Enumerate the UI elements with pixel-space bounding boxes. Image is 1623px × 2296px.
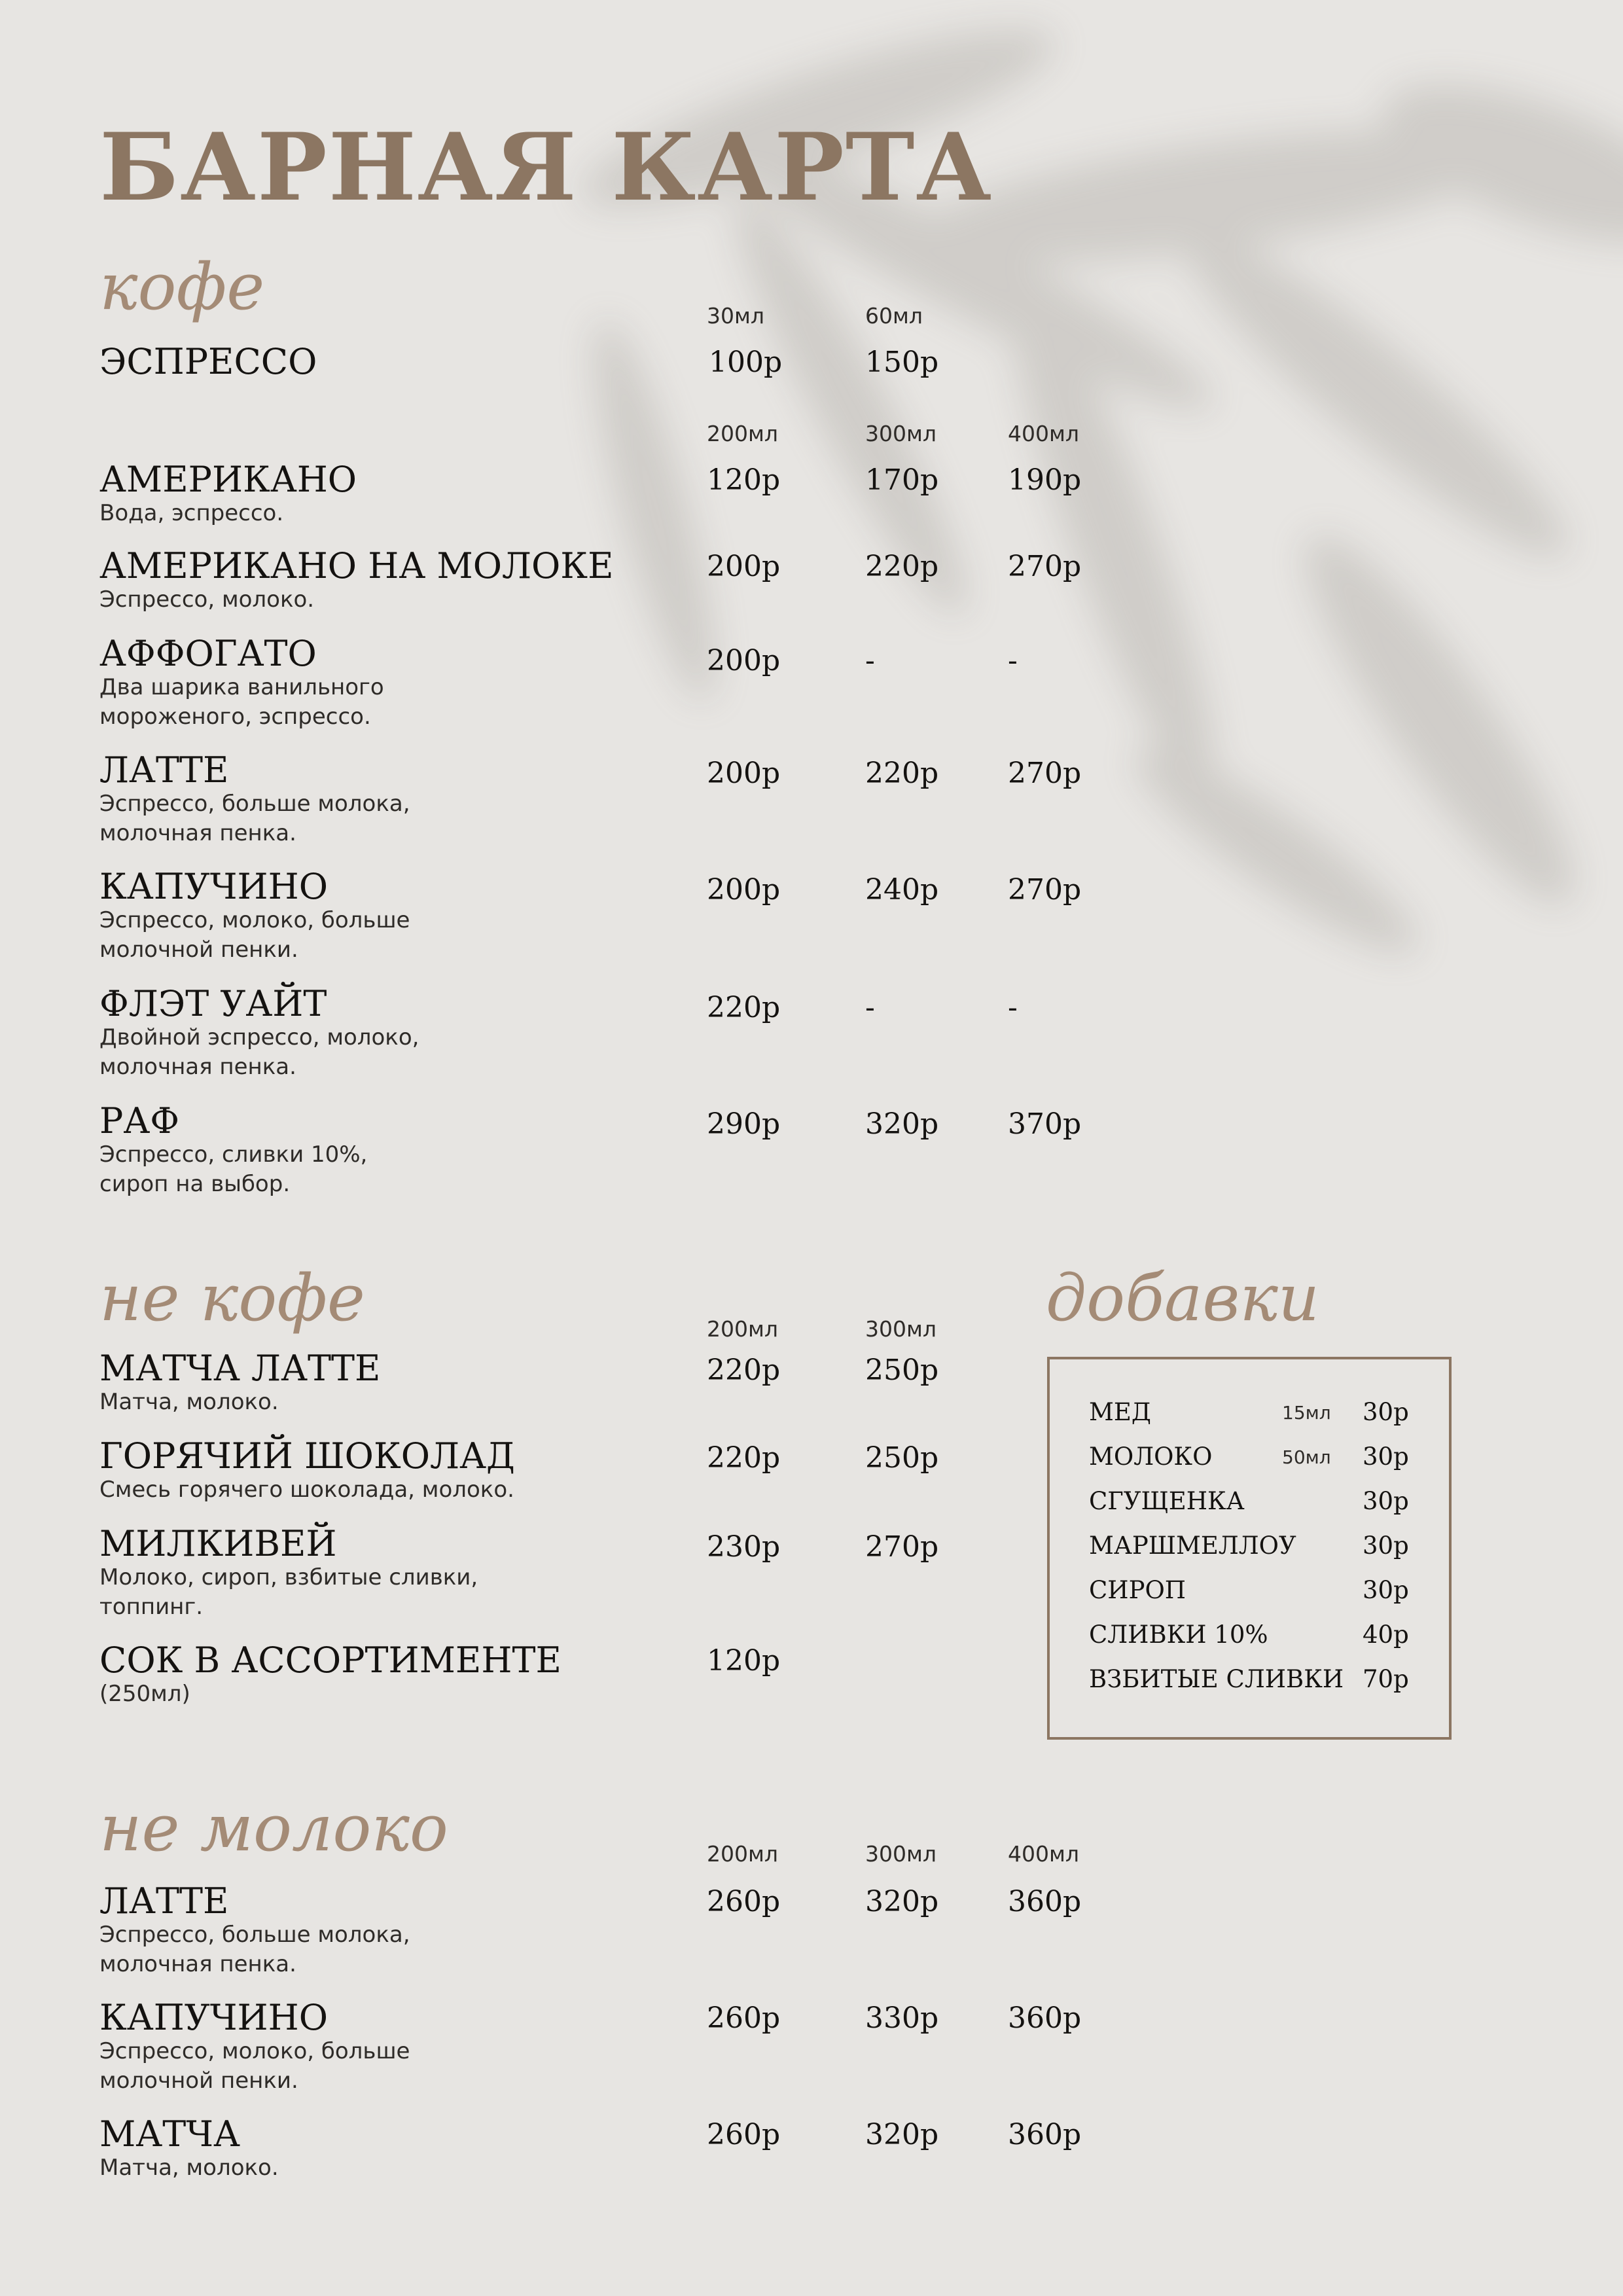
menu-item-description: Двойной эспрессо, молоко, молочная пенка. [99,1024,419,1080]
menu-item-name: МИЛКИВЕЙ [99,1523,337,1564]
menu-item-description: Эспрессо, сливки 10%, сироп на выбор. [99,1141,368,1197]
menu-item-price: 200р [707,550,781,583]
menu-item-price: 360р [1008,2118,1082,2151]
menu-item-price: 270р [1008,550,1082,583]
menu-item-price: 250р [865,1441,939,1475]
menu-item-name: РАФ [99,1100,180,1141]
menu-item-description: Смесь горячего шоколада, молоко. [99,1477,514,1503]
addon-volume: 15мл [1282,1402,1331,1424]
menu-item-price: - [865,991,875,1024]
menu-item-price: 360р [1008,1885,1082,1918]
menu-item-price: 290р [707,1107,781,1141]
section-heading-not-coffee: не кофе [99,1261,365,1336]
menu-item-description: Эспрессо, молоко, больше молочной пенки. [99,2038,410,2094]
menu-item-description: Молоко, сироп, взбитые сливки, топпинг. [99,1564,478,1620]
menu-item-description: Эспрессо, молоко, больше молочной пенки. [99,907,410,963]
menu-item-name: ГОРЯЧИЙ ШОКОЛАД [99,1435,515,1477]
volume-label: 200мл [707,1316,778,1342]
addon-price: 30р [1363,1398,1409,1426]
menu-item-name: КАПУЧИНО [99,866,328,907]
menu-item-description: Матча, молоко. [99,2155,279,2181]
menu-item-price: 200р [707,757,781,790]
menu-item-name: МАТЧА [99,2113,240,2155]
addon-price: 30р [1363,1487,1409,1515]
menu-item-name: КАПУЧИНО [99,1997,328,2038]
menu-item-price: - [865,644,875,677]
volume-label: 300мл [865,1316,936,1342]
menu-item-description: Эспрессо, молоко. [99,586,315,613]
addon-name: ВЗБИТЫЕ СЛИВКИ [1089,1665,1344,1693]
menu-item-price: 220р [707,1441,781,1475]
menu-item-price: 260р [707,2118,781,2151]
menu-item-price: - [1008,644,1018,677]
volume-label: 400мл [1008,1841,1079,1867]
menu-item-price: 270р [1008,873,1082,906]
menu-item-price: - [1008,991,1018,1024]
menu-item-description: Эспрессо, больше молока, молочная пенка. [99,791,410,846]
menu-item-name: АМЕРИКАНО НА МОЛОКЕ [99,545,614,586]
menu-item-price: 360р [1008,2001,1082,2035]
menu-item-price: 120р [707,463,781,497]
menu-item-price: 250р [865,1354,939,1387]
addon-price: 30р [1363,1532,1409,1560]
menu-item-description: Эспрессо, больше молока, молочная пенка. [99,1922,410,1977]
menu-item-price: 320р [865,1885,939,1918]
menu-item-price: 120р [707,1644,781,1677]
menu-item-description: (250мл) [99,1681,190,1707]
addon-volume: 50мл [1282,1446,1331,1468]
menu-item-price: 220р [865,757,939,790]
menu-item-name: СОК В АССОРТИМЕНТЕ [99,1640,562,1681]
menu-item-name: АФФОГАТО [99,633,317,674]
addon-name: СГУЩЕНКА [1089,1487,1245,1515]
volume-label: 200мл [707,421,778,446]
section-heading-addons: добавки [1046,1261,1320,1336]
addon-price: 40р [1363,1621,1409,1649]
menu-item-description: Вода, эспрессо. [99,500,284,526]
menu-item-name: ЭСПРЕССО [99,341,317,382]
addon-price: 30р [1363,1576,1409,1604]
menu-item-name: ЛАТТЕ [99,749,229,791]
section-heading-coffee: кофе [99,250,265,325]
menu-item-name: АМЕРИКАНО [99,459,357,500]
menu-item-description: Матча, молоко. [99,1389,279,1415]
menu-item-price: 270р [865,1530,939,1564]
menu-item-name: МАТЧА ЛАТТЕ [99,1348,381,1389]
menu-item-price: 220р [865,550,939,583]
menu-item-price: 150р [865,346,939,379]
menu-item-price: 240р [865,873,939,906]
menu-item-price: 230р [707,1530,781,1564]
addon-name: МАРШМЕЛЛОУ [1089,1532,1296,1560]
menu-item-price: 370р [1008,1107,1082,1141]
menu-item-name: ЛАТТЕ [99,1880,229,1922]
volume-label: 300мл [865,421,936,446]
addon-name: СИРОП [1089,1576,1186,1604]
menu-item-price: 190р [1008,463,1082,497]
menu-item-price: 260р [707,2001,781,2035]
menu-item-price: 320р [865,1107,939,1141]
addons-box [1047,1357,1452,1740]
menu-item-price: 200р [707,644,781,677]
menu-item-price: 100р [709,346,783,379]
volume-label: 300мл [865,1841,936,1867]
volume-label: 400мл [1008,421,1079,446]
addon-name: МОЛОКО [1089,1443,1213,1471]
menu-item-price: 220р [707,1354,781,1387]
menu-item-price: 220р [707,991,781,1024]
volume-label: 30мл [707,303,764,329]
menu-item-description: Два шарика ванильного мороженого, эспрессо. [99,674,384,730]
menu-item-price: 270р [1008,757,1082,790]
page-title: БАРНАЯ КАРТА [99,113,993,222]
volume-label: 200мл [707,1841,778,1867]
menu-item-price: 330р [865,2001,939,2035]
menu-item-price: 320р [865,2118,939,2151]
section-heading-not-milk: не молоко [99,1791,448,1866]
menu-item-price: 200р [707,873,781,906]
addon-name: МЕД [1089,1398,1151,1426]
addon-price: 30р [1363,1443,1409,1471]
menu-item-name: ФЛЭТ УАЙТ [99,983,327,1024]
menu-item-price: 170р [865,463,939,497]
addon-name: СЛИВКИ 10% [1089,1621,1268,1649]
volume-label: 60мл [865,303,923,329]
menu-item-price: 260р [707,1885,781,1918]
addon-price: 70р [1363,1665,1409,1693]
